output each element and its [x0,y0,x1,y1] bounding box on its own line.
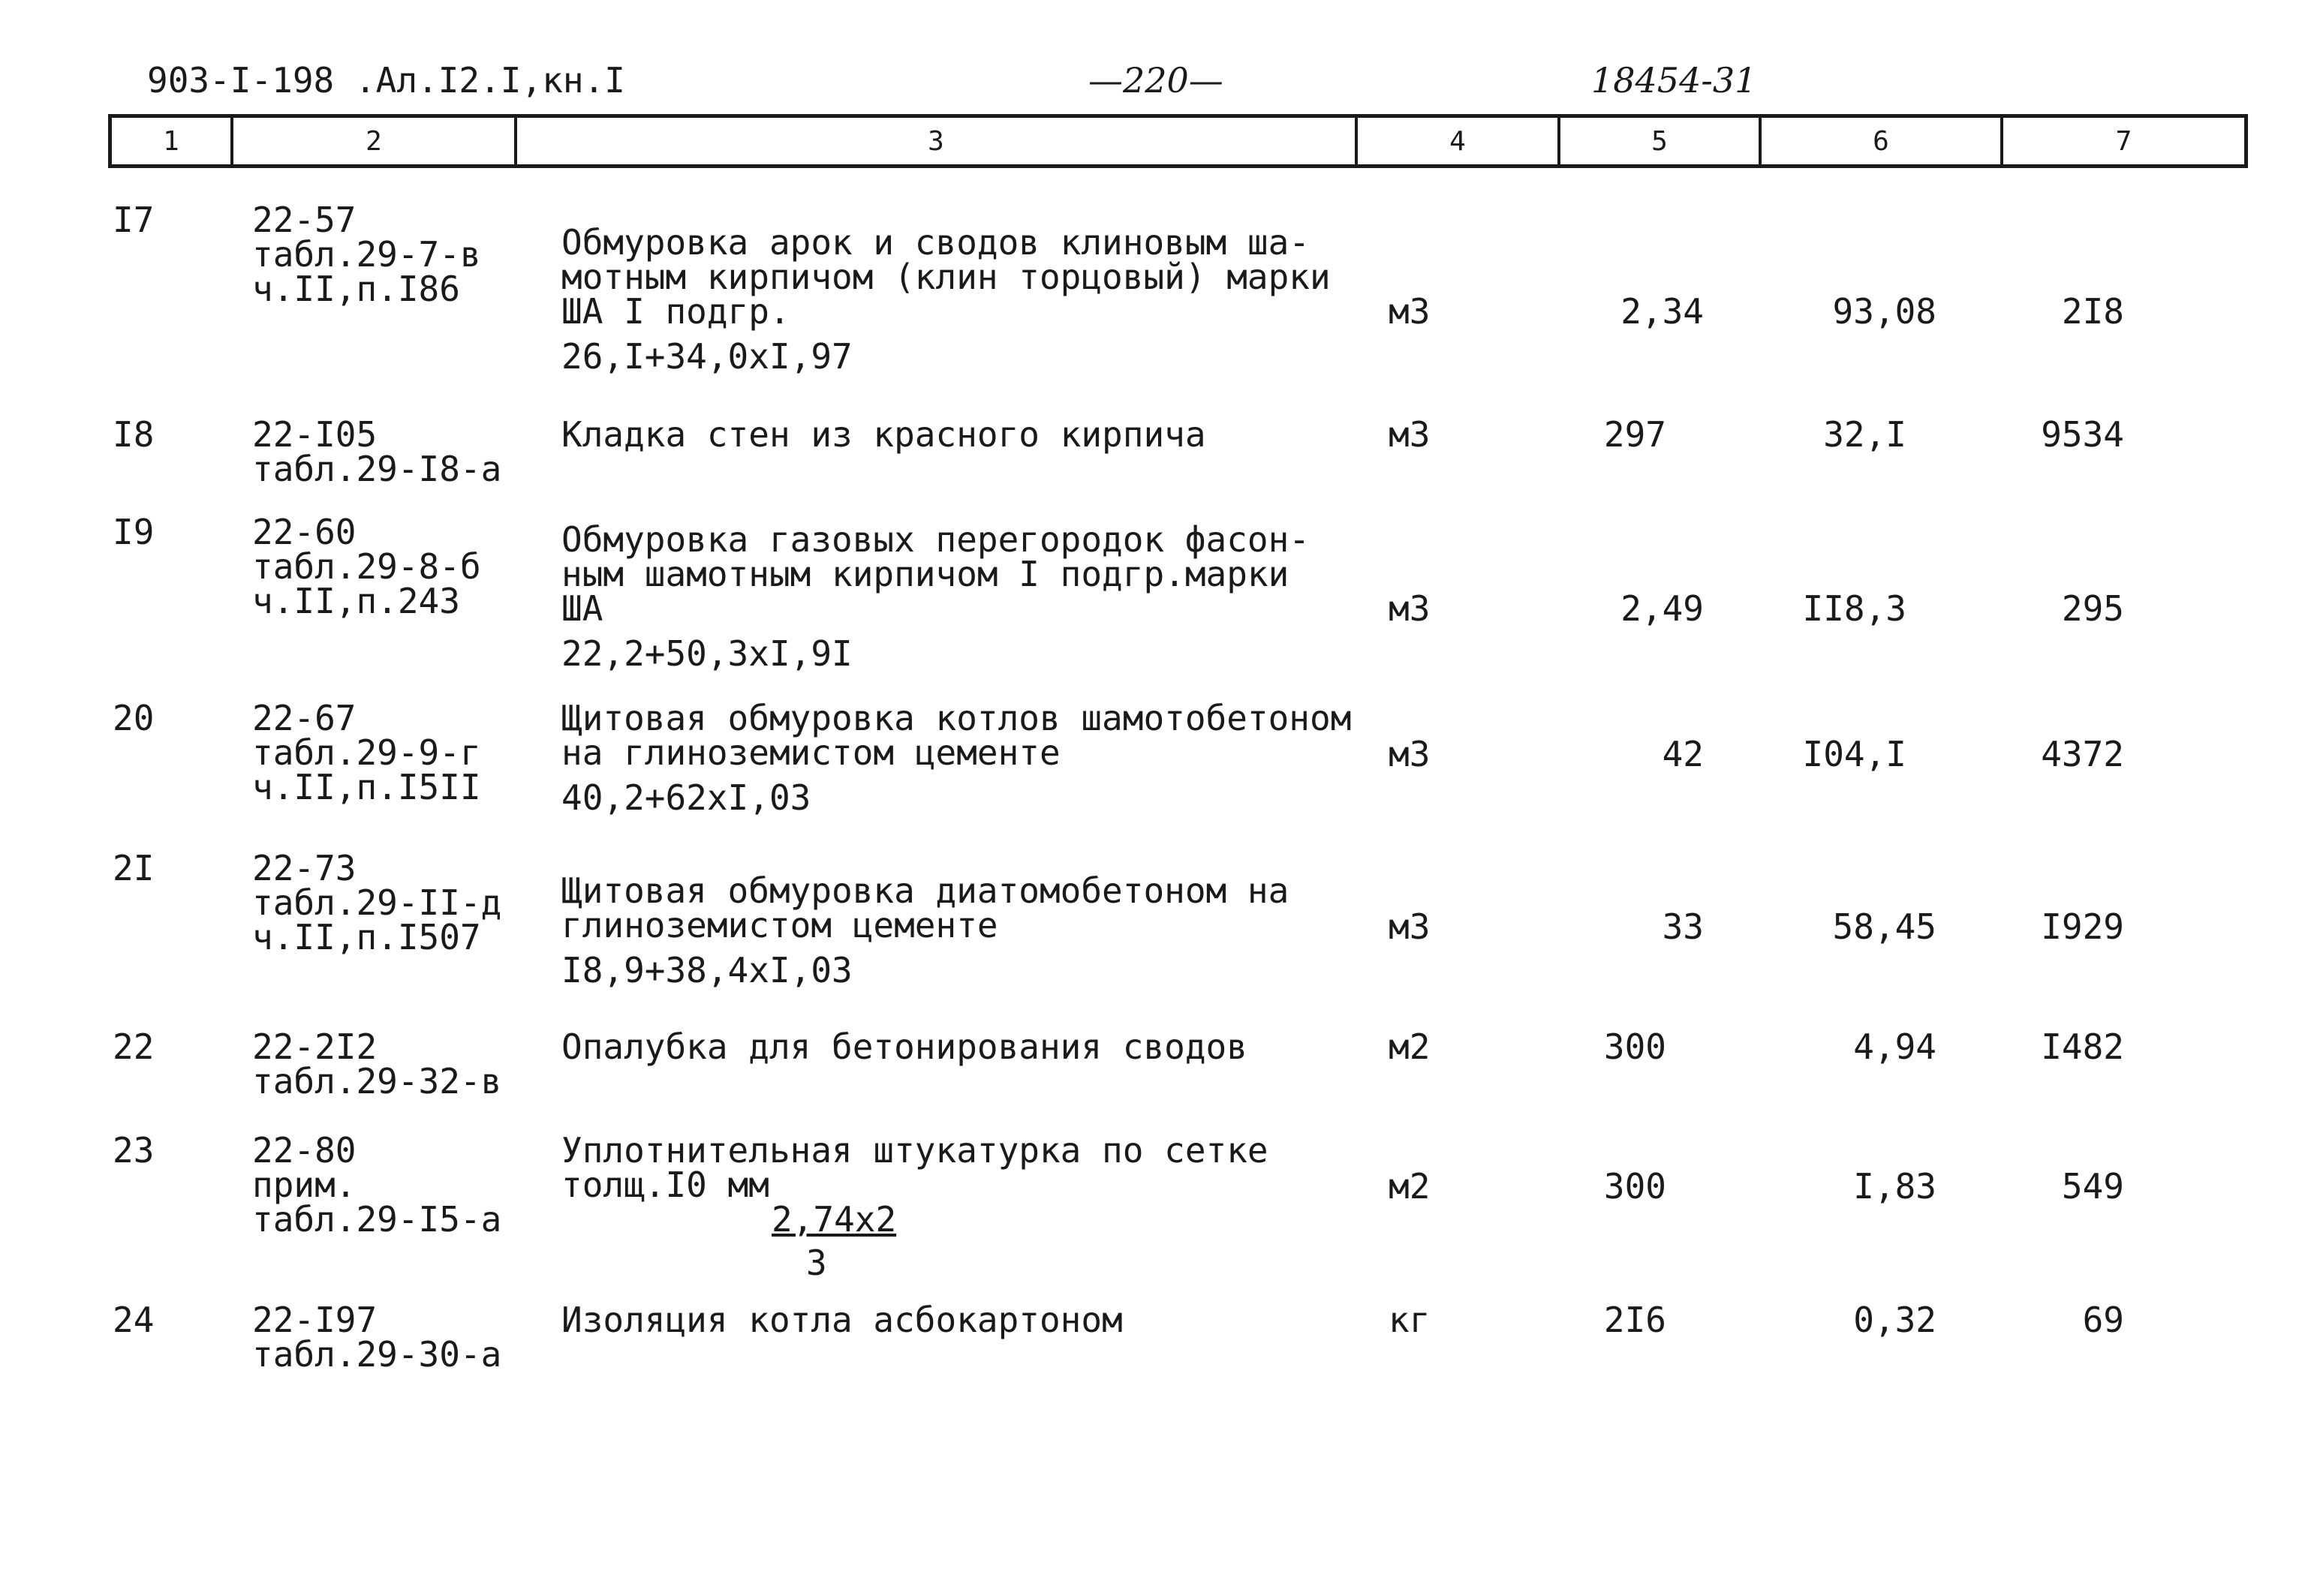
archive-number: 18454-31 [1591,60,1757,101]
unit-price: 32,I [1823,414,1906,455]
document-code: 903-I-198 .Ал.I2.I,кн.I [147,60,625,101]
work-description: Кладка стен из красного кирпича [561,414,1206,455]
unit-price: 93,08 [1832,291,1936,332]
column-header-7: 7 [2115,125,2132,157]
row-number: 23 [113,1130,155,1171]
unit-price: II8,3 [1802,588,1906,629]
work-description: Щитовая обмуровка котлов шамотобетоном на глиноземистом цементе 40,2+62xI,03 [561,701,1357,815]
unit: м2 [1389,1166,1431,1207]
unit-price: I04,I [1802,734,1906,774]
column-header-4: 4 [1358,118,1560,164]
unit-price: 0,32 [1853,1300,1936,1340]
row-number: 24 [113,1300,155,1340]
fraction-denominator: 3 [806,1243,827,1283]
quantity: 2,49 [1620,588,1704,629]
calc-formula: 40,2+62xI,03 [561,777,811,818]
total: 69 [2082,1300,2124,1340]
total: 295 [2061,588,2124,629]
total: 4372 [2041,734,2124,774]
column-header-6: 6 [1762,118,2003,164]
unit: м3 [1389,734,1431,774]
column-header-row [108,114,2248,168]
unit-price: 58,45 [1832,906,1936,947]
unit: кг [1389,1300,1431,1340]
unit: м3 [1389,291,1431,332]
quantity: 33 [1662,906,1704,947]
unit: м2 [1389,1026,1431,1067]
column-header-2: 2 [233,118,517,164]
column-header-5: 5 [1560,118,1762,164]
quantity: 2,34 [1620,291,1704,332]
work-description: Уплотнительная штукатурка по сетке толщ.I0 мм 2,74x2 3 [561,1133,1357,1280]
work-description: Обмуровка газовых перегородок фасон- ным шамотным кирпичом I подгр.марки ША 22,2+50,3xI,9I [561,522,1357,671]
norm-reference: 22-I97 табл.29-30-а [252,1300,502,1375]
column-header-1: 1 [112,118,233,164]
row-number: I8 [113,414,155,455]
norm-reference: 22-73 табл.29-II-д ч.II,п.I507 [252,848,502,957]
unit-price: I,83 [1853,1166,1936,1207]
row-number: 22 [113,1026,155,1067]
work-description: Опалубка для бетонирования сводов [561,1026,1247,1067]
calc-formula: I8,9+38,4xI,03 [561,950,853,990]
quantity: 297 [1603,414,1666,455]
row-number: 2I [113,848,155,888]
row-number: 20 [113,698,155,738]
row-number: I7 [113,200,155,240]
row-number: I9 [113,512,155,552]
total: I482 [2041,1026,2124,1067]
page-number: —220— [1088,60,1223,101]
norm-reference: 22-I05 табл.29-I8-а [252,414,502,489]
unit: м3 [1389,414,1431,455]
norm-reference: 22-2I2 табл.29-32-в [252,1026,502,1102]
total: 2I8 [2061,291,2124,332]
calc-formula: 22,2+50,3xI,9I [561,633,853,674]
norm-reference: 22-67 табл.29-9-г ч.II,п.I5II [252,698,481,807]
work-description: Изоляция котла асбокартоном [561,1300,1123,1340]
work-description: Обмуровка арок и сводов клиновым ша- мотным кирпичом (клин торцовый) марки ША I подгр. 26,I+34,0xI,97 [561,225,1357,374]
calc-formula: 26,I+34,0xI,97 [561,336,853,377]
total: I929 [2041,906,2124,947]
work-description: Щитовая обмуровка диатомобетоном на глиноземистом цементе I8,9+38,4xI,03 [561,873,1357,987]
unit: м3 [1389,588,1431,629]
quantity: 42 [1662,734,1704,774]
total: 9534 [2041,414,2124,455]
unit-price: 4,94 [1853,1026,1936,1067]
total: 549 [2061,1166,2124,1207]
quantity: 300 [1603,1026,1666,1067]
norm-reference: 22-60 табл.29-8-б ч.II,п.243 [252,512,481,621]
norm-reference: 22-80 прим. табл.29-I5-а [252,1130,502,1240]
column-header-3: 3 [517,118,1358,164]
quantity: 300 [1603,1166,1666,1207]
norm-reference: 22-57 табл.29-7-в ч.II,п.I86 [252,200,481,309]
quantity: 2I6 [1603,1300,1666,1340]
fraction-numerator: 2,74x2 [772,1199,897,1240]
unit: м3 [1389,906,1431,947]
